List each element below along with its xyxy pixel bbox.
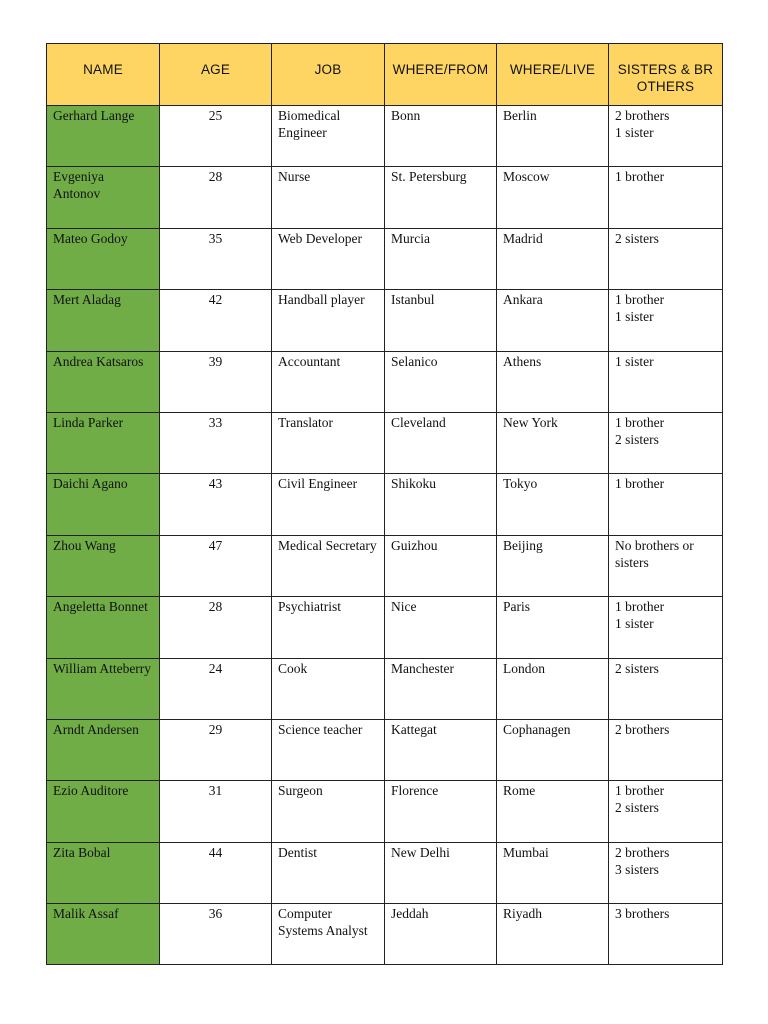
siblings-cell <box>609 351 723 412</box>
name-cell: Daichi Agano <box>47 474 160 535</box>
sibling-line: No brothers or sisters <box>615 537 694 570</box>
where-from-cell: Kattegat <box>385 719 497 780</box>
siblings-cell <box>609 290 723 351</box>
table-row <box>47 842 723 903</box>
where-from-cell: Shikoku <box>385 474 497 535</box>
age-cell: 28 <box>160 167 272 228</box>
job-cell: Science teacher <box>272 719 385 780</box>
siblings-cell <box>609 474 723 535</box>
table-row <box>47 719 723 780</box>
age-cell: 35 <box>160 228 272 289</box>
job-cell: Cook <box>272 658 385 719</box>
name-cell: Arndt Andersen <box>47 719 160 780</box>
where-live-cell: Paris <box>497 597 609 658</box>
siblings-cell <box>609 904 723 965</box>
siblings-cell <box>609 167 723 228</box>
table-row <box>47 597 723 658</box>
where-from-cell: Selanico <box>385 351 497 412</box>
job-cell: Translator <box>272 412 385 473</box>
table-row <box>47 781 723 842</box>
where-from-cell: Florence <box>385 781 497 842</box>
siblings-cell <box>609 597 723 658</box>
where-live-cell: Mumbai <box>497 842 609 903</box>
job-cell: Accountant <box>272 351 385 412</box>
job-cell: Biomedical Engineer <box>272 106 385 167</box>
age-cell: 43 <box>160 474 272 535</box>
name-cell: Linda Parker <box>47 412 160 473</box>
where-from-cell: Guizhou <box>385 535 497 596</box>
sibling-line: 2 brothers <box>615 721 670 737</box>
job-cell: Computer Systems Analyst <box>272 904 385 965</box>
table-row <box>47 904 723 965</box>
siblings-cell <box>609 106 723 167</box>
sibling-line: 3 brothers <box>615 906 670 922</box>
table-row <box>47 658 723 719</box>
name-cell: Angeletta Bonnet <box>47 597 160 658</box>
sibling-line: 2 brothers <box>615 844 670 860</box>
name-cell: Mert Aladag <box>47 290 160 351</box>
job-cell: Handball player <box>272 290 385 351</box>
header-job: JOB <box>272 44 385 106</box>
where-live-cell: Riyadh <box>497 904 609 965</box>
age-cell: 44 <box>160 842 272 903</box>
siblings-cell <box>609 412 723 473</box>
table-row <box>47 474 723 535</box>
table-row <box>47 535 723 596</box>
sibling-line: 1 brother <box>615 292 665 308</box>
siblings-cell <box>609 535 723 596</box>
where-from-cell: Nice <box>385 597 497 658</box>
where-from-cell: Bonn <box>385 106 497 167</box>
name-cell: Ezio Auditore <box>47 781 160 842</box>
job-cell: Civil Engineer <box>272 474 385 535</box>
name-cell: Zita Bobal <box>47 842 160 903</box>
sibling-line: 1 sister <box>615 125 654 140</box>
age-cell: 39 <box>160 351 272 412</box>
where-live-cell: Madrid <box>497 228 609 289</box>
table-body <box>47 106 723 965</box>
sibling-line: 1 brother <box>615 414 665 430</box>
sibling-line: 1 sister <box>615 353 654 369</box>
job-cell: Dentist <box>272 842 385 903</box>
table-row <box>47 167 723 228</box>
header-where-live: WHERE/LIVE <box>497 44 609 106</box>
where-from-cell: Istanbul <box>385 290 497 351</box>
name-cell: Evgeniya Antonov <box>47 167 160 228</box>
sibling-line: 1 sister <box>615 309 654 325</box>
siblings-cell <box>609 842 723 903</box>
siblings-cell <box>609 719 723 780</box>
where-live-cell: London <box>497 658 609 719</box>
sibling-line: 1 brother <box>615 599 665 615</box>
where-from-cell: St. Petersburg <box>385 167 497 228</box>
people-table <box>46 43 723 965</box>
table-row <box>47 106 723 167</box>
age-cell: 25 <box>160 106 272 167</box>
header-sisters-brothers: SISTERS & BROTHERS <box>609 44 723 106</box>
name-cell: Mateo Godoy <box>47 228 160 289</box>
sibling-line: 2 sisters <box>615 431 659 447</box>
table-row <box>47 290 723 351</box>
name-cell: Gerhard Lange <box>47 106 160 167</box>
name-cell: Zhou Wang <box>47 535 160 596</box>
name-cell: Malik Assaf <box>47 904 160 965</box>
header-age: AGE <box>160 44 272 106</box>
sibling-line: 2 sisters <box>615 230 659 246</box>
table-row <box>47 412 723 473</box>
where-live-cell: New York <box>497 412 609 473</box>
sibling-line: 1 brother <box>615 476 665 492</box>
where-from-cell: Jeddah <box>385 904 497 965</box>
where-live-cell: Rome <box>497 781 609 842</box>
age-cell: 33 <box>160 412 272 473</box>
age-cell: 42 <box>160 290 272 351</box>
sibling-line: 1 brother <box>615 169 665 185</box>
where-live-cell: Beijing <box>497 535 609 596</box>
where-live-cell: Cophanagen <box>497 719 609 780</box>
sibling-line: 1 sister <box>615 616 654 632</box>
job-cell: Medical Secretary <box>272 535 385 596</box>
sibling-line: 1 brother <box>615 783 665 799</box>
age-cell: 36 <box>160 904 272 965</box>
name-cell: William Atteberry <box>47 658 160 719</box>
where-live-cell: Ankara <box>497 290 609 351</box>
where-live-cell: Berlin <box>497 106 609 167</box>
where-from-cell: Manchester <box>385 658 497 719</box>
where-from-cell: Murcia <box>385 228 497 289</box>
header-name: NAME <box>47 44 160 106</box>
sibling-line: 2 brothers <box>615 108 670 123</box>
sibling-line: 2 sisters <box>615 800 659 816</box>
job-cell: Nurse <box>272 167 385 228</box>
name-cell: Andrea Katsaros <box>47 351 160 412</box>
where-from-cell: New Delhi <box>385 842 497 903</box>
job-cell: Surgeon <box>272 781 385 842</box>
age-cell: 47 <box>160 535 272 596</box>
age-cell: 31 <box>160 781 272 842</box>
where-live-cell: Tokyo <box>497 474 609 535</box>
siblings-cell <box>609 658 723 719</box>
siblings-cell <box>609 228 723 289</box>
table-header <box>47 44 723 106</box>
job-cell: Web Developer <box>272 228 385 289</box>
where-from-cell: Cleveland <box>385 412 497 473</box>
siblings-cell <box>609 781 723 842</box>
table-row <box>47 228 723 289</box>
header-row <box>47 44 723 106</box>
age-cell: 24 <box>160 658 272 719</box>
age-cell: 29 <box>160 719 272 780</box>
where-live-cell: Moscow <box>497 167 609 228</box>
sibling-line: 2 sisters <box>615 660 659 676</box>
job-cell: Psychiatrist <box>272 597 385 658</box>
age-cell: 28 <box>160 597 272 658</box>
header-where-from: WHERE/FROM <box>385 44 497 106</box>
where-live-cell: Athens <box>497 351 609 412</box>
sibling-line: 3 sisters <box>615 861 659 877</box>
table-row <box>47 351 723 412</box>
